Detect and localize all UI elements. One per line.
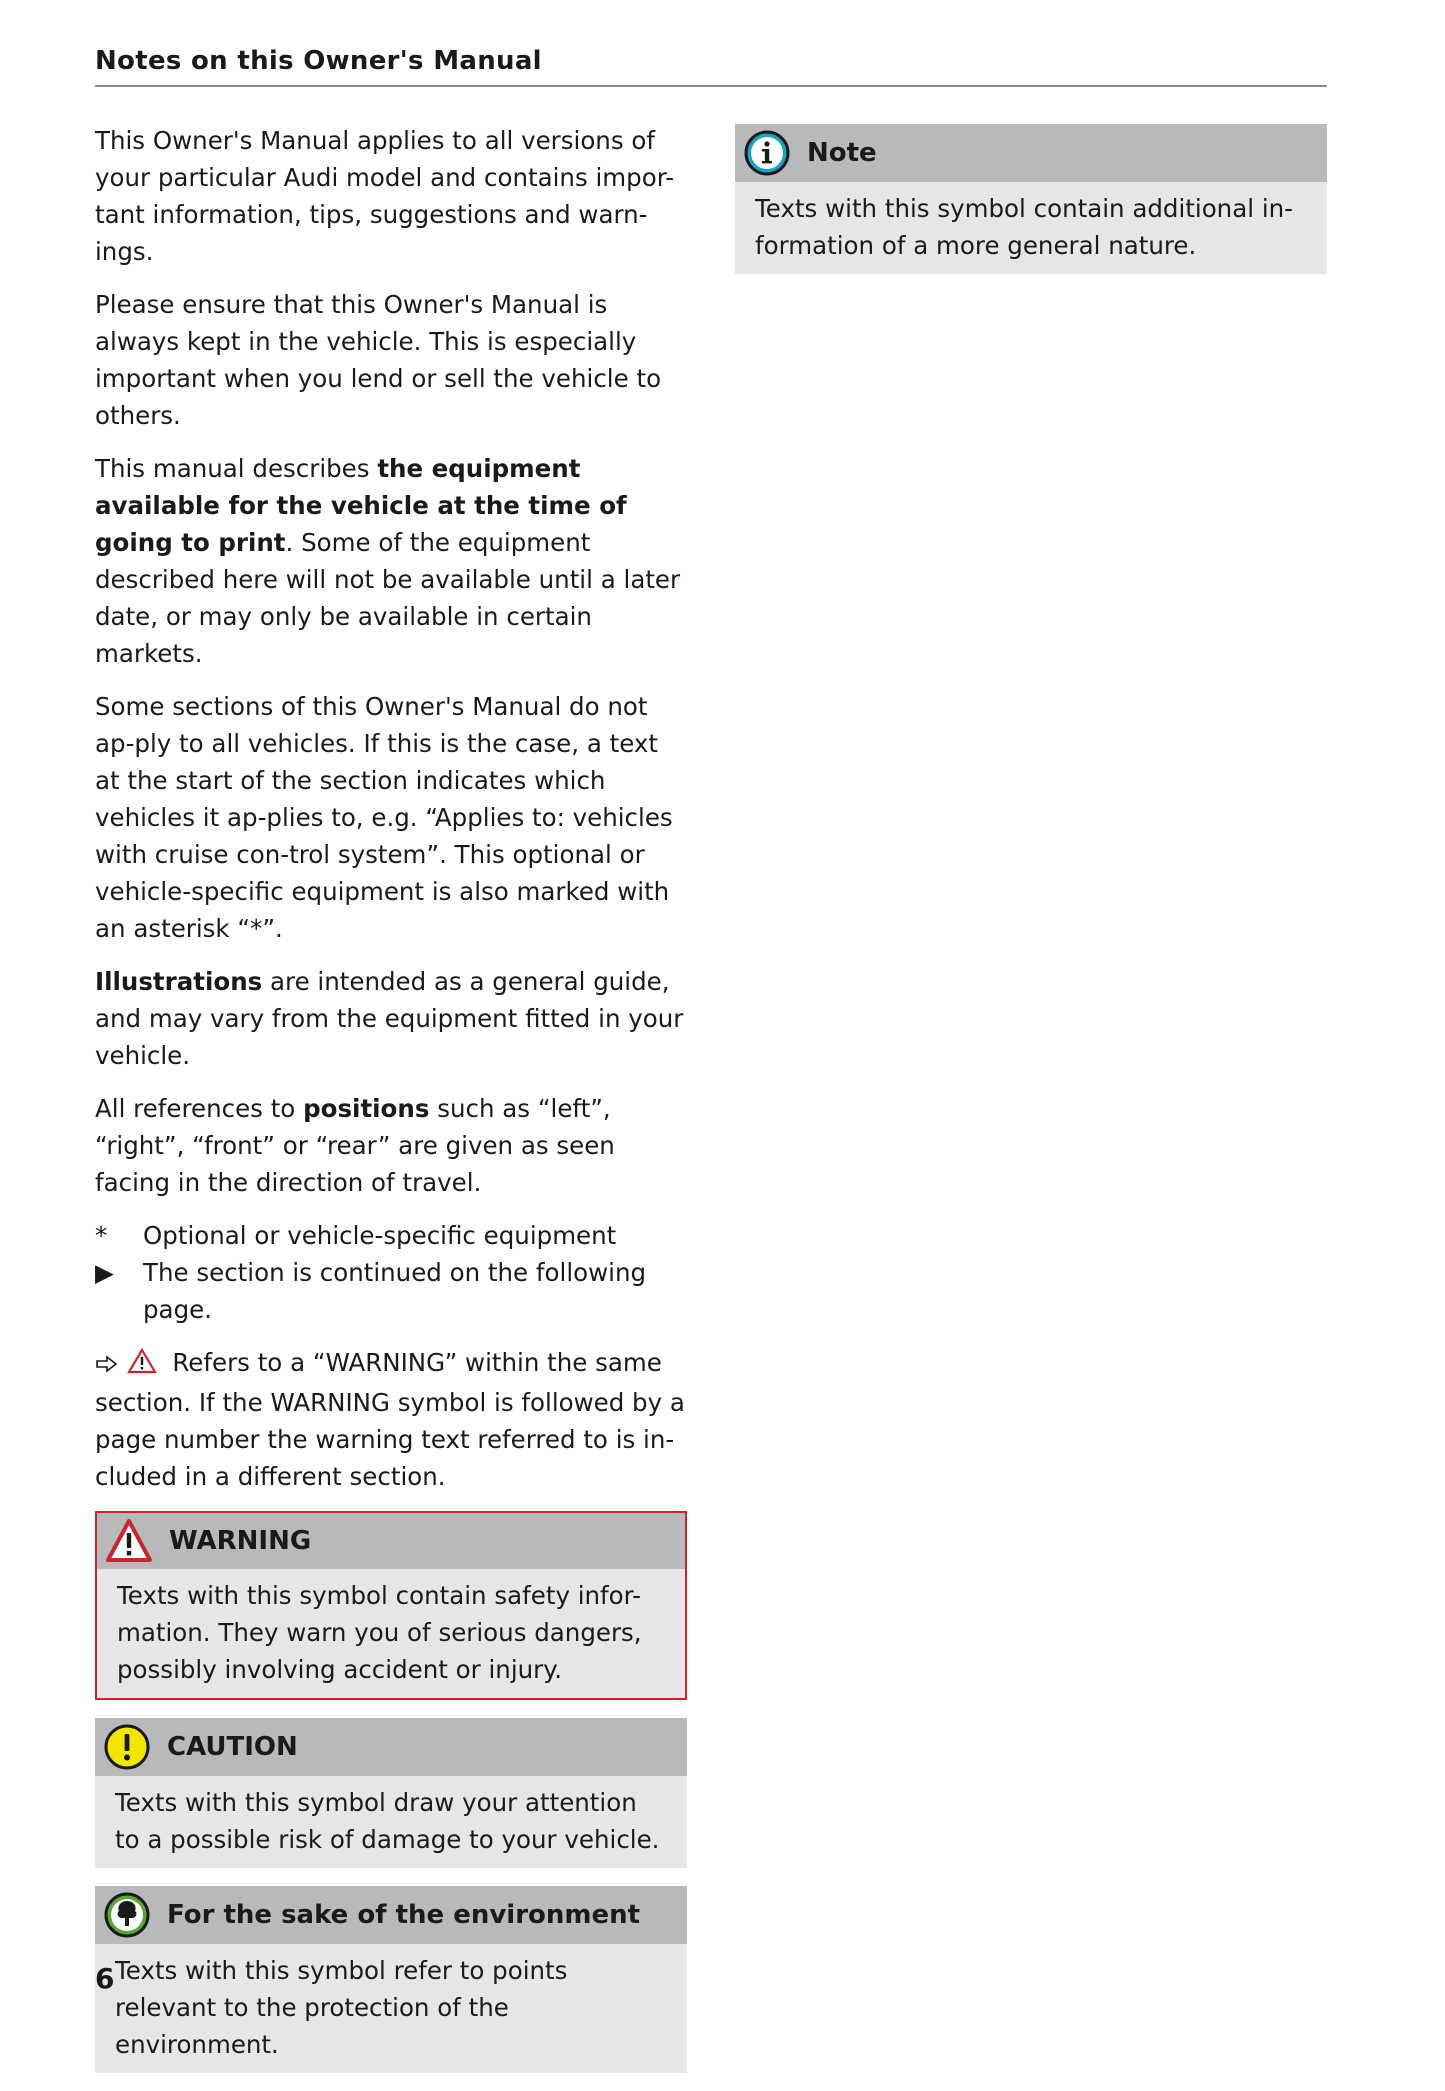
- asterisk-icon: *: [95, 1221, 108, 1250]
- page-number: 6: [95, 1962, 115, 1995]
- caution-box-header: [95, 1718, 687, 1776]
- warning-triangle-icon: [105, 1517, 153, 1565]
- reference-arrow-icon: [95, 1347, 119, 1384]
- note-box-title: Note: [807, 138, 877, 168]
- intro-paragraph: This Owner's Manual applies to all versions of your particular Audi model and contains impor-tant information, tips, suggestions and warn-ings.: [95, 126, 675, 266]
- caution-box-title: CAUTION: [167, 1731, 298, 1762]
- note-box: [735, 124, 1327, 274]
- keep-in-vehicle-paragraph: Please ensure that this Owner's Manual is always kept in the vehicle. This is especially important when you lend or sell the vehicle to others.: [95, 290, 662, 430]
- environment-box-title: For the sake of the environment: [167, 1899, 641, 1930]
- illustrations-paragraph: Illustrations are intended as a general guide, and may vary from the equipment fitted in your vehicle.: [95, 967, 684, 1070]
- caution-box-body: Texts with this symbol draw your attention to a possible risk of damage to your vehicle.: [115, 1788, 660, 1854]
- environment-tree-icon: [103, 1891, 151, 1939]
- note-box-body: Texts with this symbol contain additional in-formation of a more general nature.: [755, 194, 1293, 260]
- environment-box-header: [95, 1886, 687, 1944]
- note-box-header: [735, 124, 1327, 182]
- symbol-legend: [95, 1217, 687, 1328]
- caution-box: [95, 1718, 687, 1868]
- continued-arrow-icon: ▶: [95, 1258, 114, 1287]
- environment-box-body: Texts with this symbol refer to points relevant to the protection of the environment.: [115, 1956, 568, 2059]
- environment-box: [95, 1886, 687, 2073]
- warning-triangle-small-icon: [127, 1347, 157, 1384]
- left-column: [95, 122, 687, 2091]
- warning-reference-paragraph: Refers to a “WARNING” within the same section. If the WARNING symbol is followed by a page number the warning text referred to is in-cluded in a different section.: [95, 1348, 685, 1491]
- note-info-icon: [743, 129, 791, 177]
- right-column: [735, 124, 1327, 292]
- equipment-paragraph: This manual describes the equipment available for the vehicle at the time of going to print. Some of the equipment described here will not be available until a later date, or may only be available in certain markets.: [95, 454, 681, 668]
- positions-paragraph: All references to positions such as “left”, “right”, “front” or “rear” are given as seen facing in the direction of travel.: [95, 1094, 615, 1197]
- page-header-title: Notes on this Owner's Manual: [95, 46, 542, 76]
- caution-exclamation-icon: [103, 1723, 151, 1771]
- warning-box-title: WARNING: [169, 1525, 312, 1556]
- warning-box-header: [97, 1513, 685, 1569]
- sections-paragraph: Some sections of this Owner's Manual do not ap-ply to all vehicles. If this is the case, a text at the start of the section indicates which vehicles it ap-plies to, e.g. “Applies to: vehicles with cruise con-trol system”. This optional or vehicle-specific equipment is also marked with an asterisk “*”.: [95, 692, 673, 943]
- header-divider: [95, 85, 1327, 87]
- legend-item-continued: ▶ The section is continued on the following page.: [95, 1254, 687, 1328]
- warning-box: [95, 1511, 687, 1700]
- warning-box-body: Texts with this symbol contain safety infor-mation. They warn you of serious dangers, possibly involving accident or injury.: [117, 1581, 642, 1684]
- legend-item-asterisk: * Optional or vehicle-specific equipment: [95, 1217, 687, 1254]
